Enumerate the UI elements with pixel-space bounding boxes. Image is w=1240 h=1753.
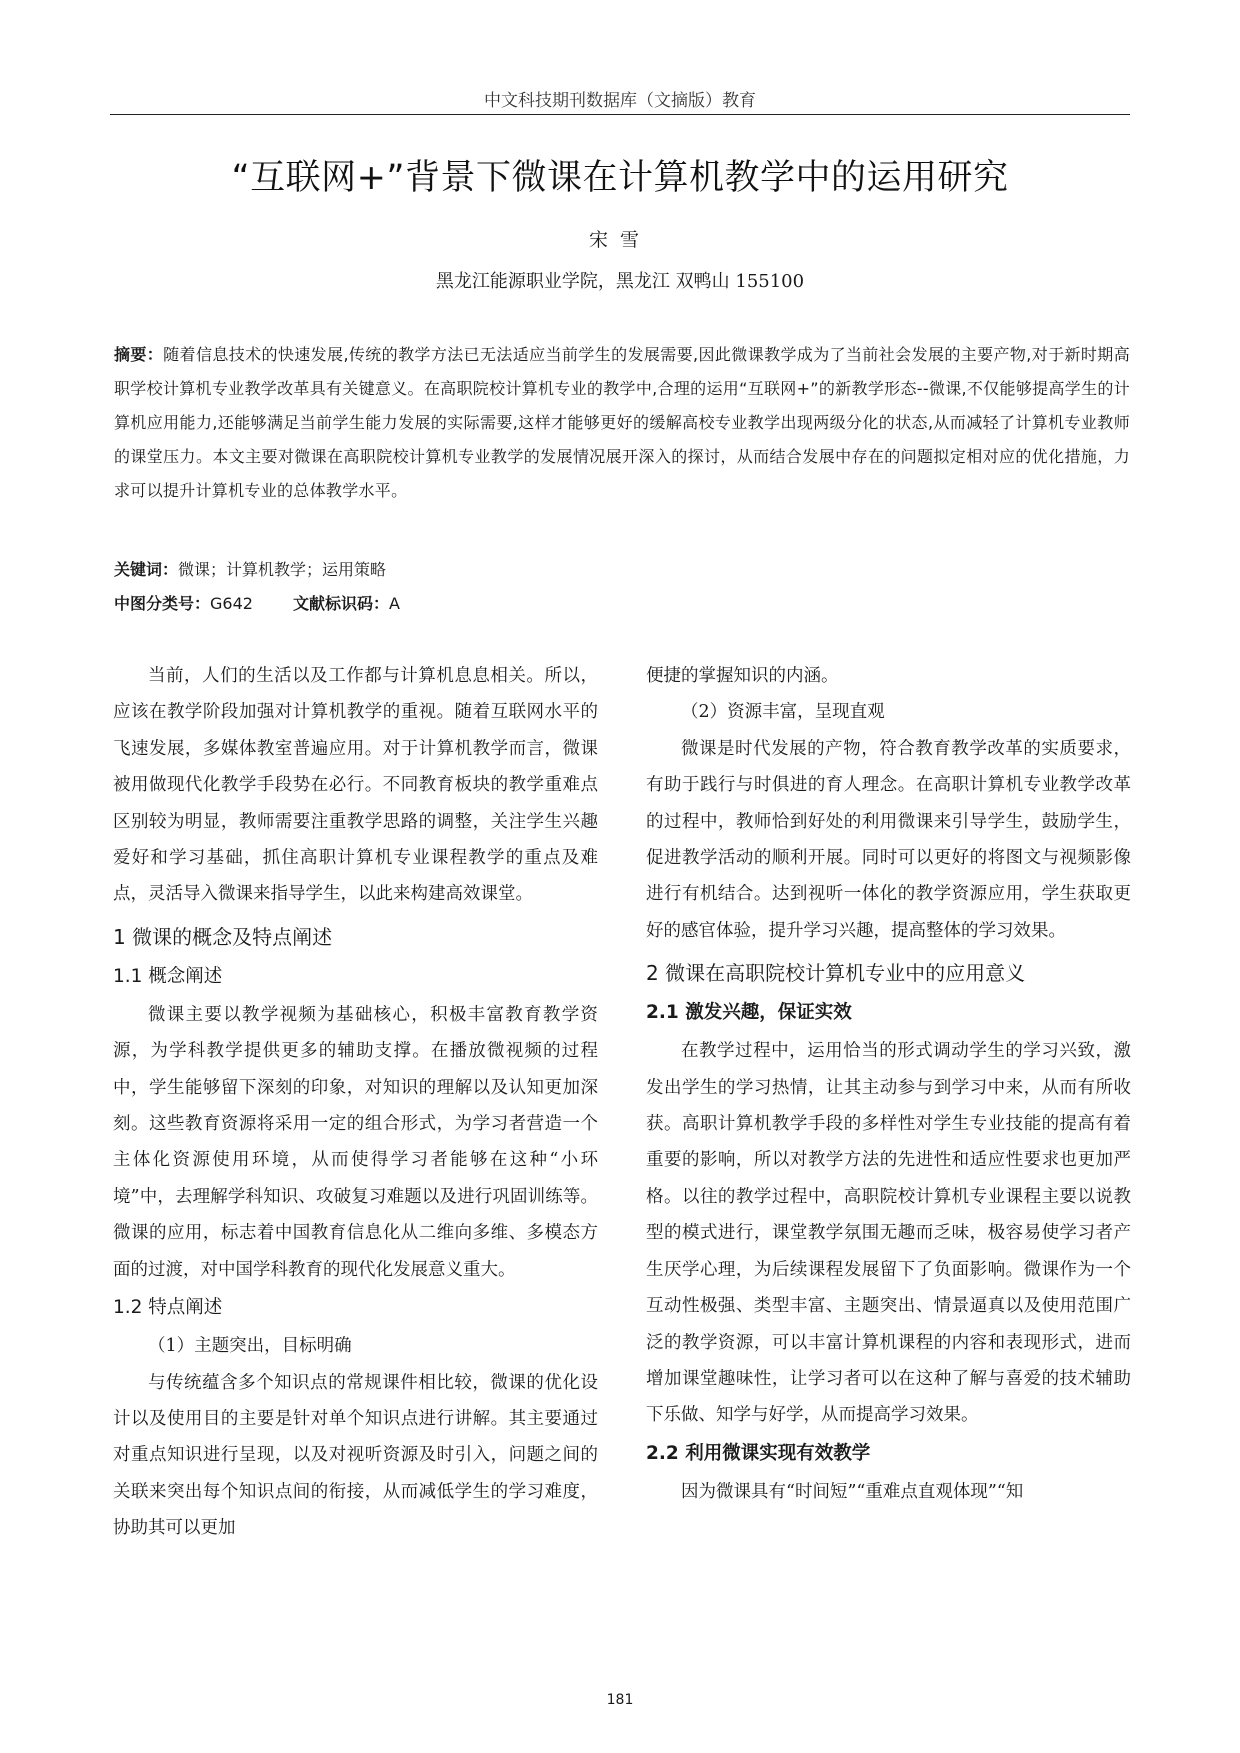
doc-code-value: A — [388, 594, 400, 613]
subpoint-1-heading: （1）主题突出，目标明确 — [148, 1336, 352, 1357]
continued-paragraph: 便捷的掌握知识的内涵。 — [646, 666, 839, 686]
classification-line — [114, 589, 1130, 619]
left-column — [113, 658, 598, 1547]
clc-value: G642 — [210, 594, 253, 613]
paper-title: “互联网+”背景下微课在计算机教学中的运用研究 — [231, 158, 1009, 198]
section-1-1-heading: 1.1 概念阐述 — [113, 965, 223, 987]
keywords — [114, 555, 1130, 585]
keywords-label: 关键词： — [114, 560, 179, 579]
intro-paragraph: 当前，人们的生活以及工作都与计算机息息相关。所以，应该在教学阶段加强对计算机教学的重视。随着互联网水平的飞速发展，多媒体教室普遍应用。对于计算机教学而言，微课被用做现代化教学手段势在必行。不同教育板块的教学重难点区别较为明显，教师需要注重教学思路的调整，关注学生兴趣爱好和学习基础，抓住高职计算机专业课程教学的重点及难点，灵活导入微课来指导学生，以此来构建高效课堂。 — [113, 666, 598, 905]
section-2-1-heading: 2.1 激发兴趣，保证实效 — [646, 1002, 852, 1024]
section-2-1-paragraph: 在教学过程中，运用恰当的形式调动学生的学习兴致，激发出学生的学习热情，让其主动参与到学习中来，从而有所收获。高职计算机教学手段的多样性对学生专业技能的提高有着重要的影响，所以对教学方法的先进性和适应性要求也更加严格。以往的教学过程中，高职院校计算机专业课程主要以说教型的模式进行，课堂教学氛围无趣而乏味，极容易使学习者产生厌学心理，为后续课程发展留下了负面影响。微课作为一个互动性极强、类型丰富、主题突出、情景逼真以及使用范围广泛的教学资源，可以丰富计算机课程的内容和表现形式，进而增加课堂趣味性，让学习者可以在这种了解与喜爱的技术辅助下乐做、知学与好学，从而提高学习效果。 — [646, 1041, 1131, 1426]
abstract — [114, 338, 1130, 508]
subpoint-2-heading: （2）资源丰富，呈现直观 — [681, 702, 885, 723]
subpoint-2-paragraph: 微课是时代发展的产物，符合教育教学改革的实质要求，有助于践行与时俱进的育人理念。在高职计算机专业教学改革的过程中，教师恰到好处的利用微课来引导学生，鼓励学生，促进教学活动的顺利开展。同时可以更好的将图文与视频影像进行有机结合。达到视听一体化的教学资源应用，学生获取更好的感官体验，提升学习兴趣，提高整体的学习效果。 — [646, 738, 1131, 941]
running-header: 中文科技期刊数据库（文摘版）教育 — [484, 91, 756, 111]
subpoint-1-paragraph: 与传统蕴含多个知识点的常规课件相比较，微课的优化设计以及使用目的主要是针对单个知识点进行讲解。其主要通过对重点知识进行呈现，以及对视听资源及时引入，问题之间的关联来突出每个知识点间的衔接，从而减低学生的学习难度，协助其可以更加 — [113, 1372, 598, 1539]
doc-code-label: 文献标识码： — [292, 594, 389, 613]
header-rule — [110, 114, 1130, 115]
keywords-text: 微课；计算机教学；运用策略 — [178, 560, 387, 579]
author-name: 宋雪 — [588, 229, 651, 251]
abstract-label: 摘要： — [114, 345, 164, 364]
section-2-2-paragraph: 因为微课具有“时间短”“重难点直观体现”“知 — [681, 1481, 1024, 1502]
abstract-text: 随着信息技术的快速发展,传统的教学方法已无法适应当前学生的发展需要,因此微课教学成为了当前社会发展的主要产物,对于新时期高职学校计算机专业教学改革具有关键意义。在高职院校计算机专业的教学中,合理的运用“互联网+”的新教学形态--微课,不仅能够提高学生的计算机应用能力,还能够满足当前学生能力发展的实际需要,这样才能够更好的缓解高校专业教学出现两级分化的状态,从而减轻了计算机专业教师的课堂压力。本文主要对微课在高职院校计算机专业教学的发展情况展开深入的探讨，从而结合发展中存在的问题拟定相对应的优化措施，力求可以提升计算机专业的总体教学水平。 — [114, 345, 1130, 500]
author-affiliation: 黑龙江能源职业学院，黑龙江 双鸭山 155100 — [435, 271, 805, 292]
right-column — [646, 658, 1131, 1510]
section-2-2-heading: 2.2 利用微课实现有效教学 — [646, 1442, 871, 1464]
page-number: 181 — [606, 1692, 634, 1708]
section-1-heading: 1 微课的概念及特点阐述 — [113, 924, 333, 949]
section-2-heading: 2 微课在高职院校计算机专业中的应用意义 — [646, 961, 1026, 986]
section-1-1-paragraph: 微课主要以教学视频为基础核心，积极丰富教育教学资源，为学科教学提供更多的辅助支撑。在播放微视频的过程中，学生能够留下深刻的印象，对知识的理解以及认知更加深刻。这些教育资源将采用一定的组合形式，为学习者营造一个主体化资源使用环境，从而使得学习者能够在这种“小环境”中，去理解学科知识、攻破复习难题以及进行巩固训练等。微课的应用，标志着中国教育信息化从二维向多维、多模态方面的过渡，对中国学科教育的现代化发展意义重大。 — [113, 1004, 598, 1280]
section-1-2-heading: 1.2 特点阐述 — [113, 1297, 223, 1319]
clc-label: 中图分类号： — [114, 594, 211, 613]
